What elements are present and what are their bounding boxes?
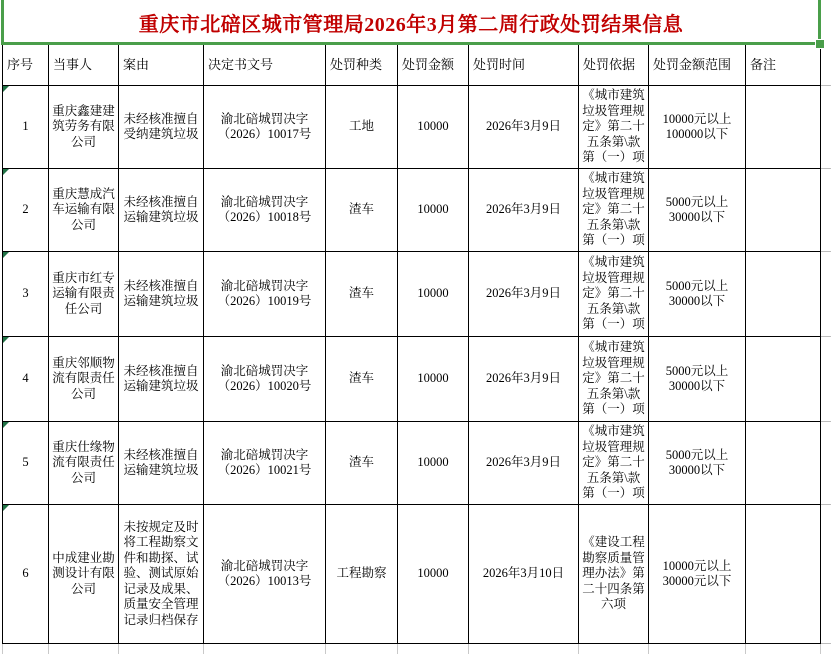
cell-error-indicator-icon	[3, 169, 9, 175]
column-header[interactable]: 处罚依据	[579, 45, 649, 86]
table-cell[interactable]: 重庆鑫建建筑劳务有限公司	[49, 86, 119, 169]
column-header[interactable]: 处罚金额范围	[649, 45, 746, 86]
selection-border-left	[1, 0, 4, 44]
table-cell[interactable]: 《城市建筑垃圾管理规定》第二十五条第\款第（一）项	[579, 86, 649, 169]
table-cell[interactable]: 10000	[398, 86, 469, 169]
gridline	[203, 644, 204, 654]
gridline	[578, 644, 579, 654]
table-cell[interactable]: 未经核准擅自运输建筑垃圾	[119, 422, 204, 505]
column-header[interactable]: 序号	[3, 45, 49, 86]
table-cell[interactable]: 渝北碚城罚决字（2026）10018号	[204, 169, 326, 252]
table-cell[interactable]: 中成建业勘测设计有限公司	[49, 505, 119, 644]
table-row	[3, 169, 821, 252]
table-cell[interactable]	[746, 86, 821, 169]
selection-border-bottom	[1, 42, 821, 45]
table-cell[interactable]	[746, 505, 821, 644]
table-row	[3, 86, 821, 169]
gridline	[820, 644, 821, 654]
column-header[interactable]: 案由	[119, 45, 204, 86]
table-cell[interactable]: 10000	[398, 505, 469, 644]
column-header[interactable]: 处罚金额	[398, 45, 469, 86]
table-cell[interactable]: 5000元以上30000以下	[649, 422, 746, 505]
table-cell[interactable]: 10000	[398, 422, 469, 505]
table-cell[interactable]: 渣车	[326, 169, 398, 252]
table-cell[interactable]: 10000元以上30000元以下	[649, 505, 746, 644]
table-cell[interactable]: 2026年3月9日	[469, 422, 579, 505]
selection-fill-handle[interactable]	[815, 39, 825, 49]
table-cell[interactable]: 渣车	[326, 422, 398, 505]
table-row	[3, 337, 821, 422]
table-row	[3, 252, 821, 337]
table-cell[interactable]: 未经核准擅自受纳建筑垃圾	[119, 86, 204, 169]
table-cell[interactable]: 《城市建筑垃圾管理规定》第二十五条第\款第（一）项	[579, 169, 649, 252]
table-cell[interactable]: 1	[3, 86, 49, 169]
table-cell[interactable]: 重庆邻顺物流有限责任公司	[49, 337, 119, 422]
gridline	[745, 644, 746, 654]
table-cell[interactable]: 渝北碚城罚决字（2026）10019号	[204, 252, 326, 337]
table-cell[interactable]: 《城市建筑垃圾管理规定》第二十五条第\款第（一）项	[579, 422, 649, 505]
table-cell[interactable]: 重庆仕缘物流有限责任公司	[49, 422, 119, 505]
table-cell[interactable]	[746, 252, 821, 337]
gridline	[821, 504, 831, 505]
table-cell[interactable]: 10000	[398, 252, 469, 337]
gridline	[397, 644, 398, 654]
table-cell[interactable]	[746, 337, 821, 422]
table-cell[interactable]: 未按规定及时将工程勘察文件和勘探、试验、测试原始记录及成果、质量安全管理记录归档保存	[119, 505, 204, 644]
table-cell[interactable]: 5000元以上30000以下	[649, 252, 746, 337]
cell-error-indicator-icon	[3, 505, 9, 511]
table-cell[interactable]: 未经核准擅自运输建筑垃圾	[119, 252, 204, 337]
table-cell[interactable]	[746, 422, 821, 505]
table-cell[interactable]: 2	[3, 169, 49, 252]
table-cell[interactable]: 5000元以上30000以下	[649, 337, 746, 422]
gridline	[48, 644, 49, 654]
gridline	[821, 421, 831, 422]
table-cell[interactable]: 重庆市红专运输有限责任公司	[49, 252, 119, 337]
gridline	[821, 336, 831, 337]
table-cell[interactable]: 渝北碚城罚决字（2026）10013号	[204, 505, 326, 644]
column-header[interactable]: 决定书文号	[204, 45, 326, 86]
penalty-results-table	[2, 44, 821, 644]
table-cell[interactable]: 重庆慧成汽车运输有限公司	[49, 169, 119, 252]
gridline	[821, 251, 831, 252]
gridline	[821, 643, 831, 644]
table-cell[interactable]: 2026年3月9日	[469, 252, 579, 337]
table-row	[3, 505, 821, 644]
cell-error-indicator-icon	[3, 252, 9, 258]
gridline	[648, 644, 649, 654]
table-cell[interactable]: 10000	[398, 169, 469, 252]
table-cell[interactable]: 《建设工程勘察质量管理办法》第二十四条第六项	[579, 505, 649, 644]
table-cell[interactable]: 未经核准擅自运输建筑垃圾	[119, 337, 204, 422]
gridline	[821, 168, 831, 169]
column-header[interactable]: 处罚种类	[326, 45, 398, 86]
table-cell[interactable]: 渣车	[326, 252, 398, 337]
table-row	[3, 422, 821, 505]
gridline	[468, 644, 469, 654]
gridline	[325, 644, 326, 654]
table-cell[interactable]: 渝北碚城罚决字（2026）10020号	[204, 337, 326, 422]
column-header[interactable]: 备注	[746, 45, 821, 86]
gridline	[821, 85, 831, 86]
table-cell[interactable]: 工地	[326, 86, 398, 169]
cell-error-indicator-icon	[3, 422, 9, 428]
table-cell[interactable]: 5	[3, 422, 49, 505]
gridline	[2, 644, 3, 654]
table-cell[interactable]: 2026年3月9日	[469, 169, 579, 252]
table-cell[interactable]: 工程勘察	[326, 505, 398, 644]
table-cell[interactable]: 10000元以上100000以下	[649, 86, 746, 169]
table-cell[interactable]: 2026年3月10日	[469, 505, 579, 644]
table-cell[interactable]: 未经核准擅自运输建筑垃圾	[119, 169, 204, 252]
gridline	[118, 644, 119, 654]
table-cell[interactable]: 10000	[398, 337, 469, 422]
table-cell[interactable]: 渝北碚城罚决字（2026）10017号	[204, 86, 326, 169]
cell-error-indicator-icon	[3, 86, 9, 92]
table-cell[interactable]: 2026年3月9日	[469, 337, 579, 422]
table-cell[interactable]: 《城市建筑垃圾管理规定》第二十五条第\款第（一）项	[579, 252, 649, 337]
table-cell[interactable]	[746, 169, 821, 252]
table-header-row	[3, 45, 821, 86]
table-cell[interactable]: 渝北碚城罚决字（2026）10021号	[204, 422, 326, 505]
table-cell[interactable]: 2026年3月9日	[469, 86, 579, 169]
column-header[interactable]: 处罚时间	[469, 45, 579, 86]
selection-border-right	[818, 0, 821, 44]
table-cell[interactable]: 4	[3, 337, 49, 422]
cell-error-indicator-icon	[3, 337, 9, 343]
sheet-title-cell[interactable]: 重庆市北碚区城市管理局2026年3月第二周行政处罚结果信息	[138, 13, 684, 36]
column-header[interactable]: 当事人	[49, 45, 119, 86]
table-cell[interactable]: 《城市建筑垃圾管理规定》第二十五条第\款第（一）项	[579, 337, 649, 422]
table-cell[interactable]: 3	[3, 252, 49, 337]
table-cell[interactable]: 渣车	[326, 337, 398, 422]
table-cell[interactable]: 5000元以上30000以下	[649, 169, 746, 252]
table-cell[interactable]: 6	[3, 505, 49, 644]
